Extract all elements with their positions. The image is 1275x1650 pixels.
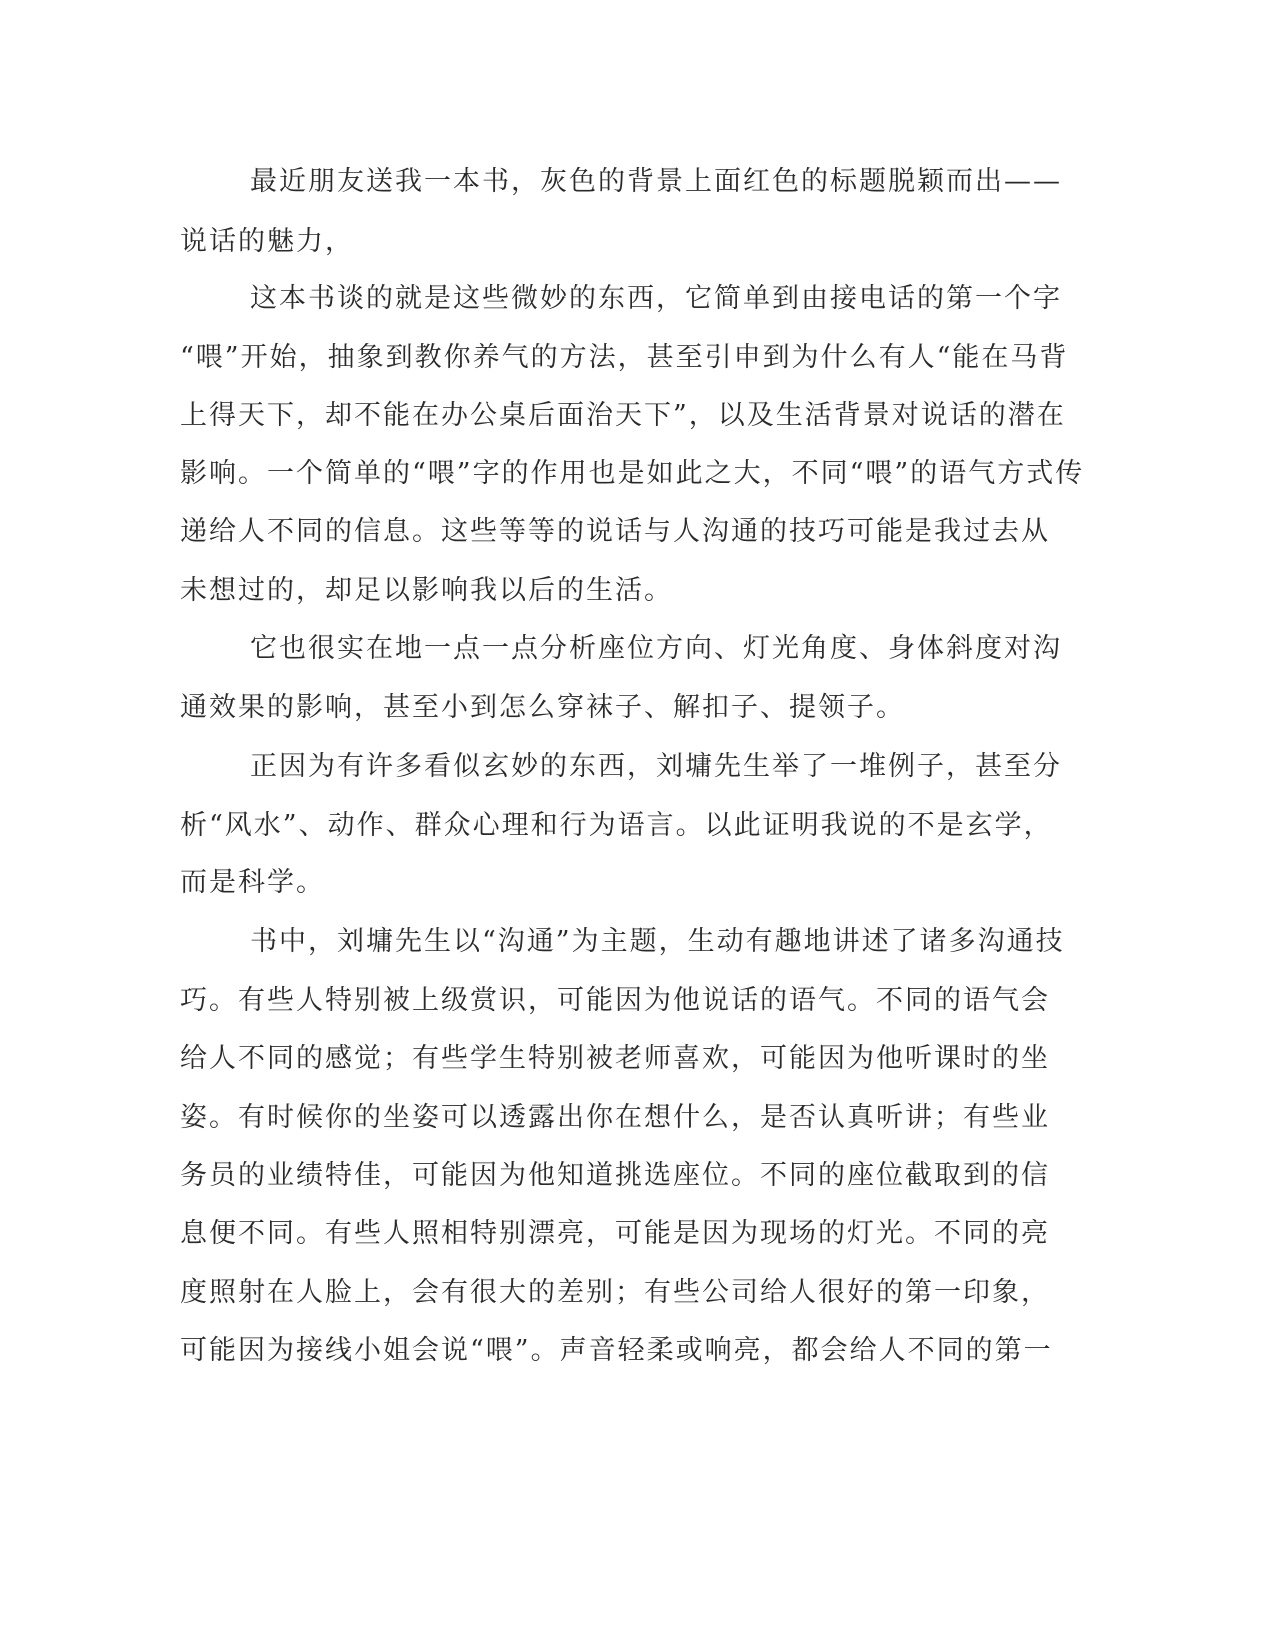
text-line: 度照射在人脸上，会有很大的差别；有些公司给人很好的第一印象， [180,1277,1050,1308]
text-line: 书中，刘墉先生以“沟通”为主题，生动有趣地讲述了诸多沟通技 [250,926,1065,957]
text-line: 而是科学。 [180,867,325,898]
text-line: 可能因为接线小姐会说“喂”。声音轻柔或响亮，都会给人不同的第一 [180,1335,1053,1366]
text-line: 上得天下，却不能在办公桌后面治天下”，以及生活背景对说话的潜在 [180,400,1066,431]
text-line: 影响。一个简单的“喂”字的作用也是如此之大，不同“喂”的语气方式传 [180,458,1085,489]
text-line: “喂”开始，抽象到教你养气的方法，甚至引申到为什么有人“能在马背 [180,342,1069,373]
text-line: 析“风水”、动作、群众心理和行为语言。以此证明我说的不是玄学， [180,810,1053,841]
text-line: 最近朋友送我一本书，灰色的背景上面红色的标题脱颖而出—— [250,166,1062,197]
text-line: 通效果的影响，甚至小到怎么穿袜子、解扣子、提领子。 [180,692,905,723]
text-line: 未想过的，却足以影响我以后的生活。 [180,575,673,606]
text-line: 息便不同。有些人照相特别漂亮，可能是因为现场的灯光。不同的亮 [180,1218,1050,1249]
text-line: 巧。有些人特别被上级赏识，可能因为他说话的语气。不同的语气会 [180,985,1050,1016]
text-line: 它也很实在地一点一点分析座位方向、灯光角度、身体斜度对沟 [250,633,1062,664]
text-line: 姿。有时候你的坐姿可以透露出你在想什么，是否认真听讲；有些业 [180,1102,1050,1133]
text-line: 这本书谈的就是这些微妙的东西，它简单到由接电话的第一个字 [250,283,1062,314]
text-line: 说话的魅力， [180,226,354,257]
text-line: 正因为有许多看似玄妙的东西，刘墉先生举了一堆例子，甚至分 [250,751,1062,782]
text-line: 务员的业绩特佳，可能因为他知道挑选座位。不同的座位截取到的信 [180,1160,1050,1191]
text-line: 给人不同的感觉；有些学生特别被老师喜欢，可能因为他听课时的坐 [180,1043,1050,1074]
text-line: 递给人不同的信息。这些等等的说话与人沟通的技巧可能是我过去从 [180,516,1050,547]
